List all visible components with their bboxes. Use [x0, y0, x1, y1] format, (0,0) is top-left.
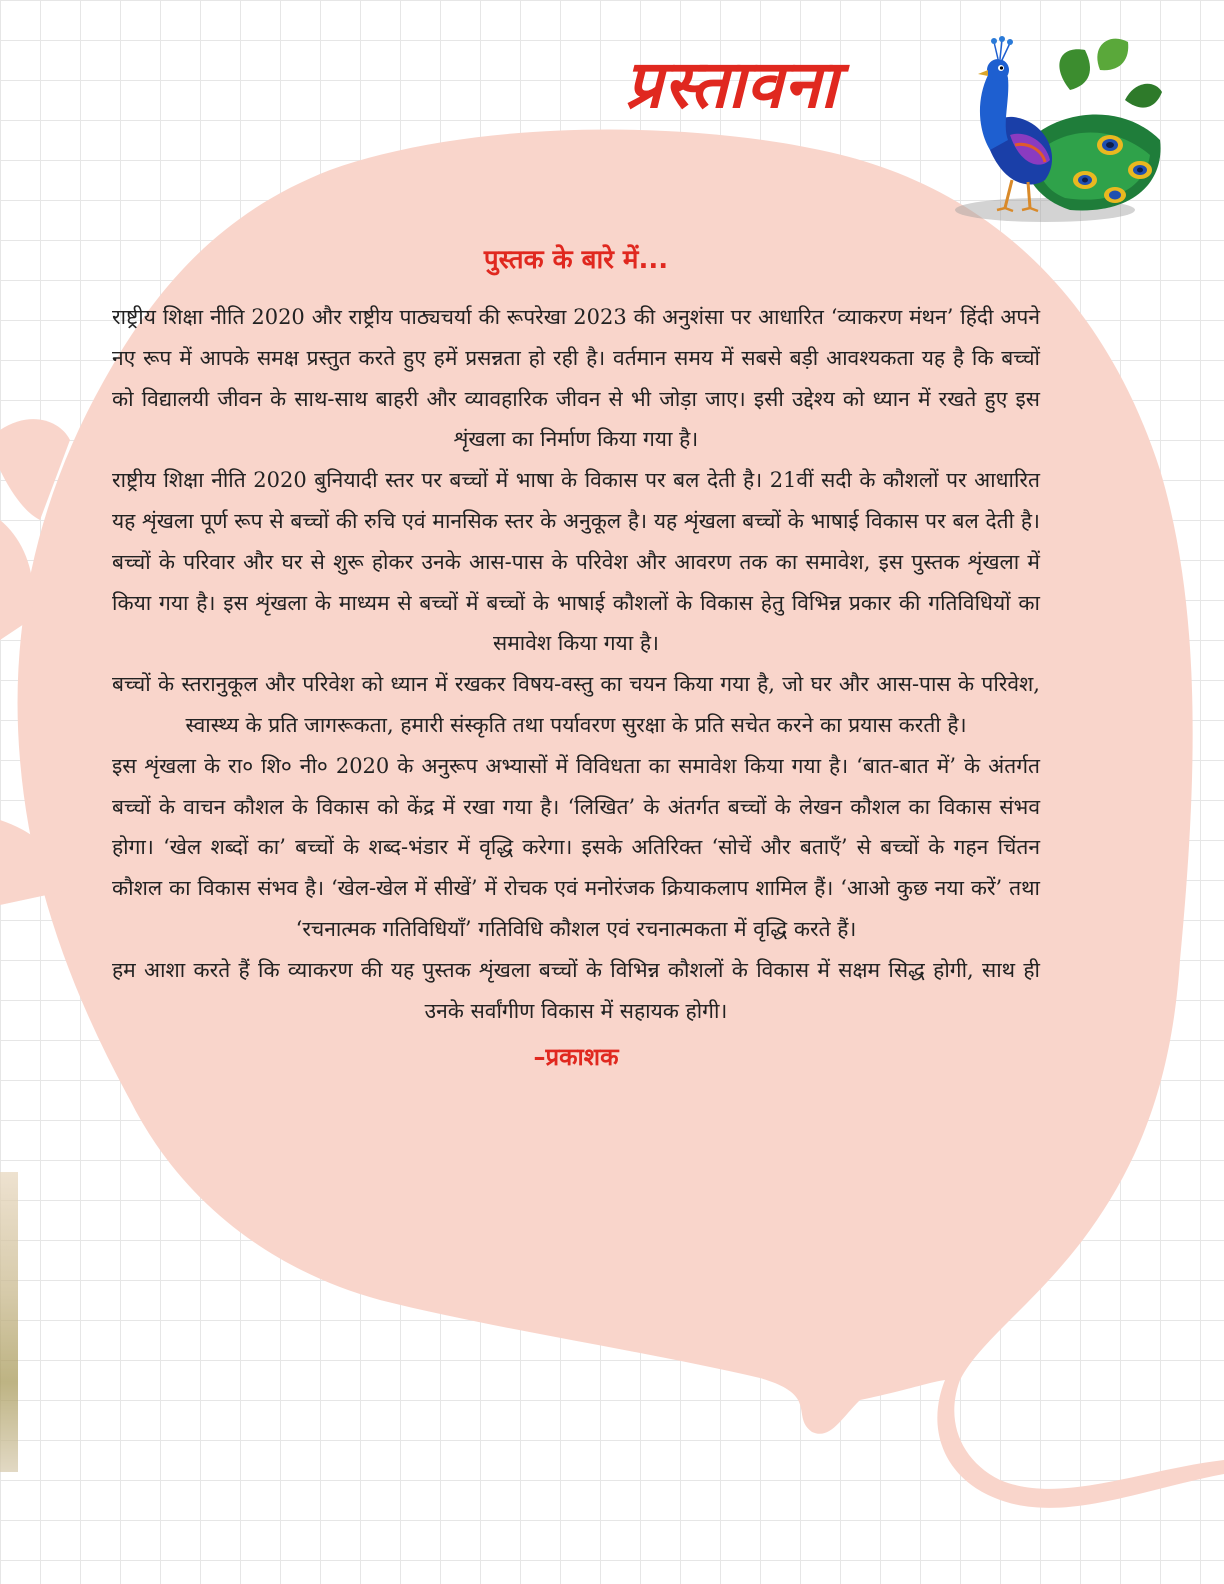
photo-edge-decoration — [0, 1172, 18, 1472]
paragraph-2: राष्ट्रीय शिक्षा नीति 2020 बुनियादी स्तर पर बच्चों में भाषा के विकास पर बल देती है। 21वीं सदी के कौशलों पर आधारित यह शृंखला पूर्ण रूप से बच्चों की रुचि एवं मानसिक स्तर के अनुकूल है। यह शृंखला बच्चों के भाषाई विकास पर बल देती है। बच्चों के परिवार और घर से शुरू होकर उनके आस-पास के परिवेश और आवरण तक का समावेश, इस पुस्तक शृंखला में किया गया है। इस शृंखला के माध्यम से बच्चों में बच्चों के भाषाई कौशलों के विकास हेतु विभिन्न प्रकार की गतिविधियों का समावेश किया गया है। — [112, 468, 1040, 656]
paragraph-5: हम आशा करते हैं कि व्याकरण की यह पुस्तक शृंखला बच्चों के विभिन्न कौशलों के विकास में सक्षम सिद्ध होगी, साथ ही उनके सर्वांगीण विकास में सहायक होगी। — [112, 957, 1040, 1023]
paragraph-1: राष्ट्रीय शिक्षा नीति 2020 और राष्ट्रीय पाठ्यचर्या की रूपरेखा 2023 की अनुशंसा पर आधारित ‘व्याकरण मंथन’ हिंदी अपने नए रूप में आपके समक्ष प्रस्तुत करते हुए हमें प्रसन्नता हो रही है। वर्तमान समय में सबसे बड़ी आवश्यकता यह है कि बच्चों को विद्यालयी जीवन के साथ-साथ बाहरी और व्यावहारिक जीवन से भी जोड़ा जाए। इसी उद्देश्य को ध्यान में रखते हुए इस शृंखला का निर्माण किया गया है। — [112, 305, 1040, 452]
section-heading: पुस्तक के बारे में... — [483, 245, 669, 275]
publisher-signature: –प्रकाशक — [533, 1043, 619, 1072]
preface-content — [112, 235, 1040, 1079]
peacock-icon — [950, 30, 1170, 225]
page-title: प्रस्तावना — [625, 46, 839, 123]
paragraph-4: इस शृंखला के रा० शि० नी० 2020 के अनुरूप अभ्यासों में विविधता का समावेश किया गया है। ‘बात-बात में’ के अंतर्गत बच्चों के वाचन कौशल के विकास को केंद्र में रखा गया है। ‘लिखित’ के अंतर्गत बच्चों के लेखन कौशल का विकास संभव होगा। ‘खेल शब्दों का’ बच्चों के शब्द-भंडार में वृद्धि करेगा। इसके अतिरिक्त ‘सोचें और बताएँ’ से बच्चों के गहन चिंतन कौशल का विकास संभव है। ‘खेल-खेल में सीखें’ में रोचक एवं मनोरंजक क्रियाकलाप शामिल हैं। ‘आओ कुछ नया करें’ तथा ‘रचनात्मक गतिविधियाँ’ गतिविधि कौशल एवं रचनात्मकता में वृद्धि करते हैं। — [112, 753, 1040, 941]
paragraph-3: बच्चों के स्तरानुकूल और परिवेश को ध्यान में रखकर विषय-वस्तु का चयन किया गया है, जो घर और आस-पास के परिवेश, स्वास्थ्य के प्रति जागरूकता, हमारी संस्कृति तथा पर्यावरण सुरक्षा के प्रति सचेत करने का प्रयास करती है। — [112, 672, 1040, 737]
